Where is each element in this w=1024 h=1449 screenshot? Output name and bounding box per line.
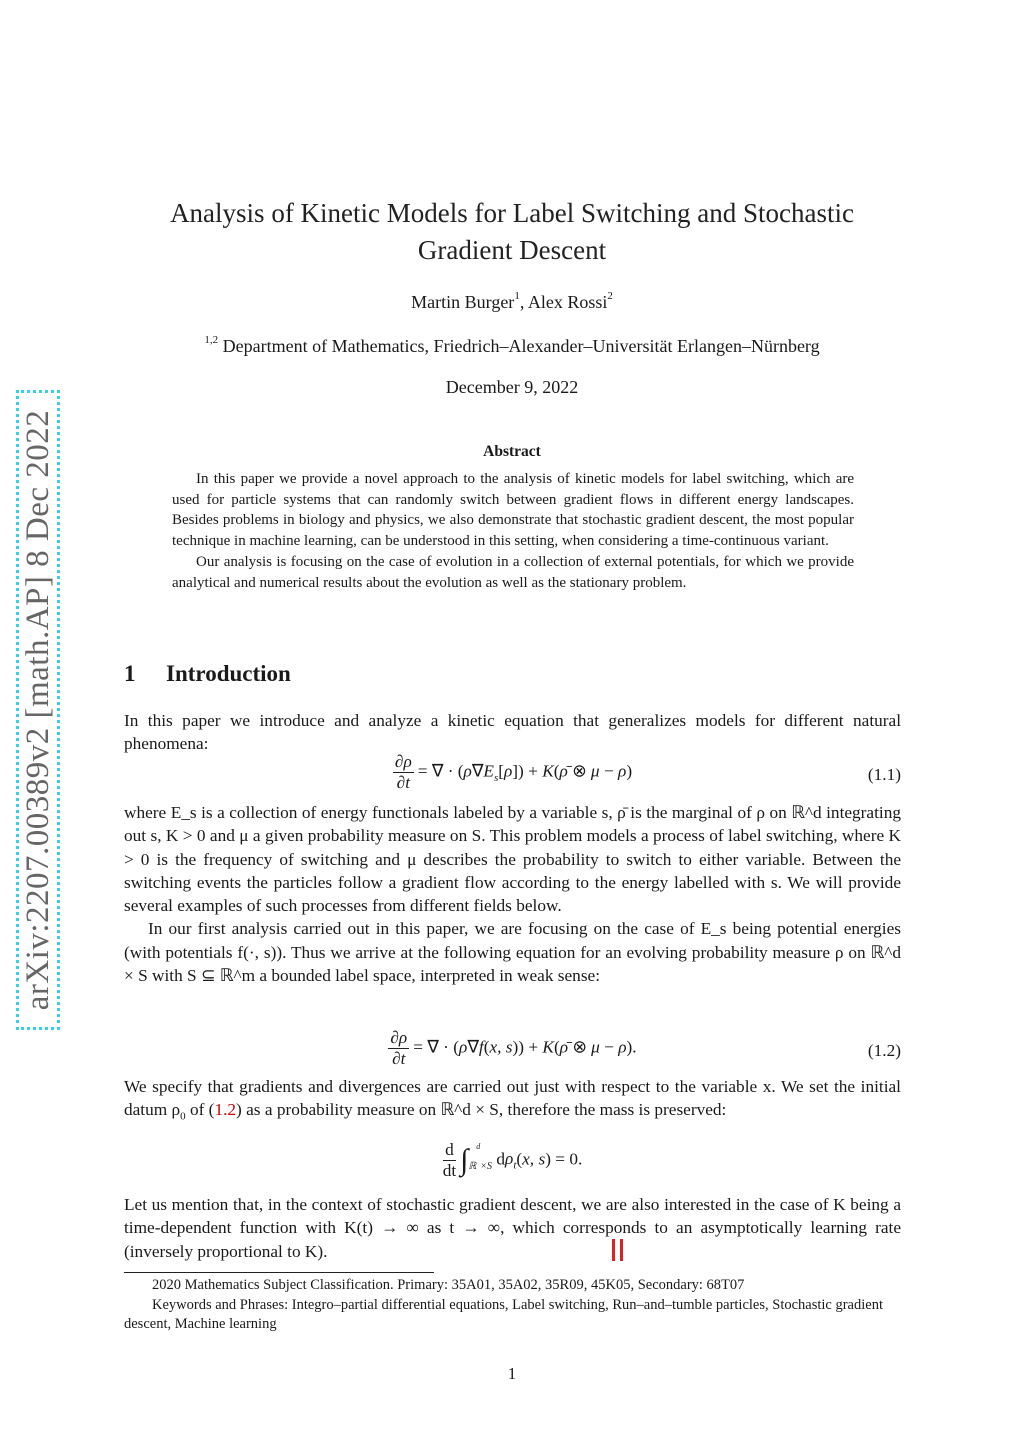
section-title: Introduction — [166, 661, 291, 686]
intro-paragraph-4-part-b: as a probability measure on ℝ^d × S, therefore the mass is preserved: — [246, 1100, 727, 1120]
intro-paragraph-5: Let us mention that, in the context of stochastic gradient descent, we are also interested in the case of K being a time-dependent function with K(t) → ∞ as t → ∞, which corresponds to an asymptotically learning rate (inversely proportional to K). — [124, 1195, 901, 1261]
equation-1-1-expression: $\frac{\partial\rho}{\partial t}$ = ∇ · $(\rho\nabla E_s[\rho])$ + K(ρ̄ ⊗ μ − ρ) — [394, 752, 633, 792]
intro-paragraph-4-part-a: We specify that gradients and divergences are carried out just with respect to the variable x. We set the initial datum ρ — [124, 1077, 901, 1120]
intro-paragraph-4-block — [124, 1075, 901, 1129]
author-separator: , — [519, 292, 528, 312]
equation-1-2 — [124, 1028, 901, 1076]
author-1: Martin Burger — [411, 292, 515, 312]
equation-1-1-tag: (1.1) — [867, 765, 901, 784]
equation-1-2-expression: $\frac{\partial\rho}{\partial t}$ = ∇ · (ρ∇f(x, s)) + K(ρ̄ ⊗ μ − ρ). — [390, 1028, 637, 1068]
footnote-keywords: Keywords and Phrases: Integro–partial differential equations, Label switching, Run–and–tumble particles, Stochastic gradient descent, Machine learning — [124, 1296, 883, 1332]
abstract-paragraph-2: Our analysis is focusing on the case of evolution in a collection of external potentials, for which we provide analytical and numerical results about the evolution as well as the stationary problem. — [172, 553, 854, 591]
abstract-heading: Abstract — [483, 443, 541, 460]
author-list — [120, 292, 904, 313]
equation-1-2-tag: (1.2) — [867, 1041, 901, 1060]
footnote-msc: 2020 Mathematics Subject Classification. Primary: 35A01, 35A02, 35R09, 45K05, Secondary: 68T07 — [152, 1277, 745, 1293]
author-2: Alex Rossi — [527, 292, 608, 312]
paper-title — [120, 195, 904, 269]
abstract-paragraph-1: In this paper we provide a novel approach to the analysis of kinetic models for label switching, which are used for particle systems that can randomly switch between gradient flows in different energy landscapes. Besides problems in biology and physics, we also demonstrate that stochastic gradient descent, the most popular technique in machine learning, can be understood in this setting, when considering a time-continuous variant. — [172, 471, 854, 550]
intro-paragraph-2: where E_s is a collection of energy functionals labeled by a variable s, ρ̄ is the marginal of ρ on ℝ^d integrating out s, K > 0 and μ a given probability measure on S. This problem models a process of label switching, where K > 0 is the frequency of switching and μ describes the probability to switch to either variable. Between the switching events the particles follow a gradient flow according to the energy labelled with s. We will provide several examples of such processes from different fields below. — [124, 803, 901, 916]
affiliation-mark: 1,2 — [204, 334, 219, 346]
page-number: 1 — [507, 1364, 517, 1383]
abstract-body — [172, 469, 854, 593]
intro-paragraph-2-block — [124, 801, 901, 987]
author-2-affiliation-mark: 2 — [607, 290, 613, 302]
mass-conservation-equation — [124, 1140, 901, 1190]
mass-conservation-expression: $\frac{d}{dt}$ $\int_{ℝ^d\times S}$ $d\rho_t(x$, s) = 0. — [442, 1140, 583, 1180]
footnotes — [124, 1276, 901, 1335]
footnote-divider — [124, 1272, 434, 1273]
affiliation-text: Department of Mathematics, Friedrich–Alexander–Universität Erlangen–Nürnberg — [222, 336, 820, 356]
intro-paragraph-4: We specify that gradients and divergences are carried out just with respect to the variable x. We set the initial datum $\rho_0$ of (1.2) as a probability measure on ℝ^d × S, therefore the mass is preserved: — [124, 1077, 901, 1123]
arxiv-identifier-stamp[interactable]: arXiv:2207.00389v2 [math.AP] 8 Dec 2022 — [16, 390, 60, 1030]
title-line-1: Analysis of Kinetic Models for Label Switching and Stochastic — [170, 198, 854, 228]
equation-1-1 — [124, 752, 901, 800]
intro-paragraph-5-block — [124, 1193, 901, 1263]
publication-date: December 9, 2022 — [445, 377, 579, 397]
title-line-2: Gradient Descent — [417, 235, 607, 265]
text-cursor-mark-icon — [612, 1239, 624, 1261]
equation-reference-link[interactable]: 1.2 — [214, 1100, 237, 1120]
intro-paragraph-1-block — [124, 709, 901, 756]
affiliation — [120, 336, 904, 357]
author-1-affiliation-mark: 1 — [514, 290, 520, 302]
intro-paragraph-1: In this paper we introduce and analyze a kinetic equation that generalizes models for different natural phenomena: — [124, 711, 901, 754]
section-heading — [124, 661, 291, 687]
intro-paragraph-3: In our first analysis carried out in this paper, we are focusing on the case of E_s being potential energies (with potentials f(·, s)). Thus we arrive at the following equation for an evolving probability measure ρ on ℝ^d × S with S ⊆ ℝ^m a bounded label space, interpreted in weak sense: — [124, 919, 901, 986]
section-number: 1 — [124, 661, 136, 686]
